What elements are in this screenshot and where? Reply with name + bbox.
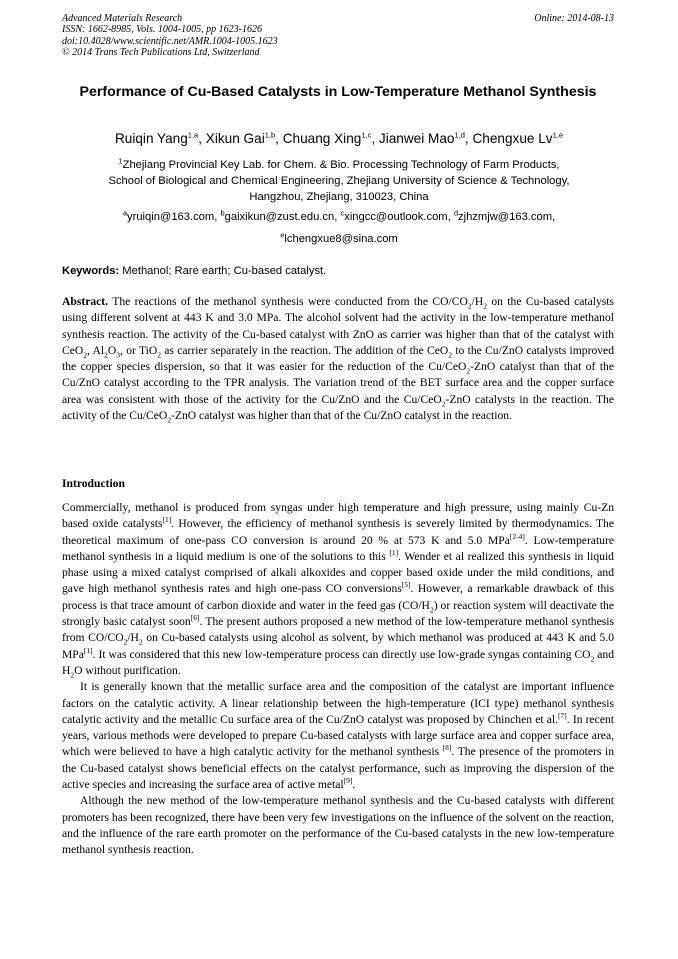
email[interactable]: $^b$gaixikun@zust.edu.cn [220, 208, 335, 223]
author: Chuang Xing$^{1,c}$, [282, 130, 379, 146]
paragraph: It is generally known that the metallic surface area and the composition of the catalyst are important influence factors on the catalytic activity. A linear relationship between the high-temperature (ICI type) methanol synthesis catalytic activity and the metallic Cu surface area of the Cu/ZnO catalyst was proposed by Chinchen et al.[7]. In recent years, various methods were developed to prepare Cu-based catalysts with large surface area and copper surface area, which were believed to have a high catalytic activity for the methanol synthesis [8]. The presence of the promoters in the Cu-based catalyst shows beneficial effects on the catalyst performance, such as improving the dispersion of the active species and increasing the surface area of active metal[9]. [62, 680, 614, 792]
running-header [62, 13, 614, 59]
abstract-label: Abstract. [62, 295, 109, 308]
keywords: Keywords: Methanol; Rare earth; Cu-based catalyst. [62, 265, 327, 277]
author-list [40, 130, 638, 148]
email[interactable]: $^c$xingcc@outlook.com [340, 208, 448, 223]
online-date: Online: 2014-08-13 [534, 13, 614, 24]
section-heading-introduction: Introduction [62, 477, 125, 490]
email[interactable]: $^e$lchengxue8@sina.com [280, 230, 398, 245]
email-list: $^a$yruiqin@163.com, $^b$gaixikun@zust.edu.cn, $^c$xingcc@outlook.com, $^d$zjhzmjw@163.com, $^e$lchengxue8@sina.com [122, 208, 556, 245]
author: Xikun Gai$^{1,b}$, [205, 130, 283, 146]
paper-title: Performance of Cu-Based Catalysts in Low-Temperature Methanol Synthesis [79, 84, 597, 100]
author: Jianwei Mao$^{1,d}$, [378, 130, 473, 146]
issn-line: ISSN: 1662-8985, Vols. 1004-1005, pp 1623-1626 [62, 24, 262, 36]
email[interactable]: $^a$yruiqin@163.com [122, 208, 215, 223]
introduction-body [62, 500, 614, 859]
paragraph: Commercially, methanol is produced from syngas under high temperature and high pressure, using mainly Cu-Zn based oxide catalysts[1]. However, the efficiency of methanol synthesis is severely limited by thermodynamics. The theoretical maximum of one-pass CO conversion is around 20 % at 573 K and 5.0 MPa[2-4]. Low-temperature methanol synthesis in a liquid medium is one of the solutions to this [1]. Wender et al realized this synthesis in liquid phase using a mixed catalyst comprised of alkali alkoxides and copper based oxide under the mild conditions, and gave high methanol synthesis rates and high one-pass CO conversions[5]. However, a remarkable drawback of this process is that trace amount of carbon dioxide and water in the feed gas $(CO/H_2)$ or reaction system will deactivate the strongly basic catalyst soon[6]. The present authors proposed a new method of the low-temperature methanol synthesis from $CO/CO_2/H_2$ on Cu-based catalysts using alcohol as solvent, by which methanol was produced at 443 K and 5.0 MPa[1]. It was considered that this new low-temperature process can directly use low-grade syngas containing $CO_2$ and $H_2O$ without purification. [62, 501, 615, 680]
email[interactable]: $^d$zjhzmjw@163.com [453, 208, 553, 223]
copyright-line: © 2014 Trans Tech Publications Ltd, Switzerland [62, 47, 260, 59]
paragraph: Although the new method of the low-temperature methanol synthesis and the Cu-based catalysts with different promoters has been recognized, there have been very few investigations on the influence of the solvent on the reaction, and the influence of the rare earth promoter on the performance of the Cu-based catalysts in the new low-temperature methanol synthesis reaction. [62, 794, 614, 857]
author: Ruiqin Yang$^{1,a}$, [114, 130, 206, 146]
journal-name: Advanced Materials Research [62, 13, 183, 24]
abstract: Abstract. The reactions of the methanol synthesis were conducted from the $CO/CO_2/H_2$ on the Cu-based catalysts using different solvent at 443 K and 3.0 MPa. The alcohol solvent had the activity in the low-temperature methanol synthesis reaction. The activity of the Cu-based catalyst with ZnO as carrier was higher than that of the catalyst with CeO$_2$, $Al_2O_3$, or TiO$_2$ as carrier separately in the reaction. The addition of the CeO$_2$ to the Cu/ZnO catalysts improved the copper species dispersion, so that it was easier for the reduction of the Cu/CeO$_2$-ZnO catalyst than that of the Cu/ZnO catalyst according to the TPR analysis. The variation trend of the BET surface area and the copper surface area was consistent with those of the activity for the Cu/ZnO and the Cu/CeO$_2$-ZnO catalysts in the reaction. The activity of the Cu/CeO$_2$-ZnO catalyst was higher than that of the Cu/ZnO catalyst in the reaction. [62, 295, 615, 425]
author: Chengxue Lv$^{1,e}$ [472, 130, 564, 146]
affiliation: $^1$Zhejiang Provincial Key Lab. for Chem. & Bio. Processing Technology of Farm Products, School of Biological and Chemical Engineering, Zhejiang University of Science & Technology, Hangzhou, Zhejiang, 310023, China [108, 156, 570, 203]
doi-line: doi:10.4028/www.scientific.net/AMR.1004-1005.1623 [62, 35, 278, 47]
